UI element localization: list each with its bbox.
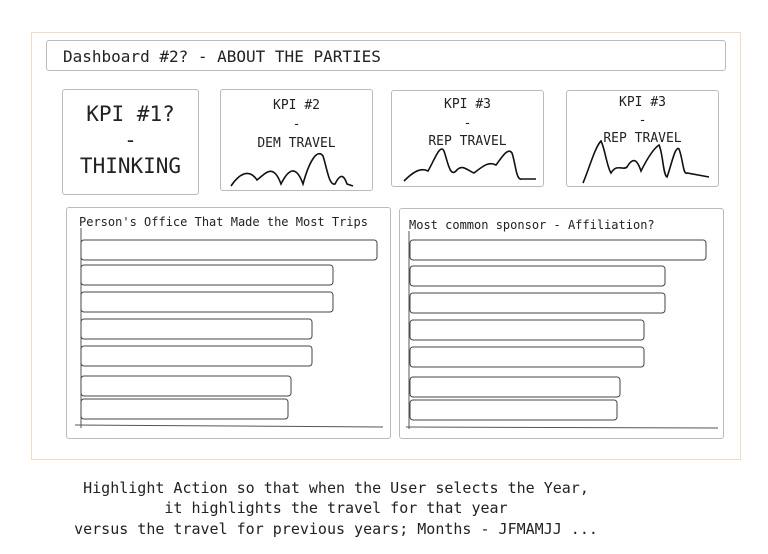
panel-1-bar-3	[81, 292, 333, 312]
panel-2-title: Most common sponsor - Affiliation?	[409, 218, 655, 232]
kpi-3-line-2: -	[463, 116, 472, 131]
kpi-1-card	[62, 89, 199, 195]
panel-1	[66, 207, 391, 439]
panel-2-bar-6	[410, 377, 620, 397]
note-line-1: Highlight Action so that when the User selects the Year,	[83, 479, 589, 497]
panel-1-bar-1	[81, 240, 377, 260]
kpi-2-line-3: DEM TRAVEL	[257, 136, 336, 151]
kpi-3-card	[391, 90, 544, 187]
panel-1-bar-2	[81, 265, 333, 285]
panel-2-bar-5	[410, 347, 644, 367]
panel-1-bar-6	[81, 376, 291, 396]
kpi-4-card	[566, 90, 719, 187]
panel-2-bar-4	[410, 320, 644, 340]
kpi-3-line-1: KPI #3	[444, 97, 491, 112]
kpi-4-line-1: KPI #3	[619, 95, 666, 110]
kpi-2-line-1: KPI #2	[273, 98, 320, 113]
panel-2	[399, 208, 724, 439]
panel-1-bar-4	[81, 319, 312, 339]
panel-1-chart	[67, 208, 392, 440]
kpi-2-card	[220, 89, 373, 191]
panel-1-title: Person's Office That Made the Most Trips	[79, 215, 368, 229]
kpi-1-line-2: -	[124, 128, 137, 152]
kpi-3-line-3: REP TRAVEL	[428, 134, 507, 149]
kpi-4-line-3: REP TRAVEL	[603, 131, 682, 146]
kpi-1-line-3: THINKING	[79, 154, 182, 178]
panel-2-bar-3	[410, 293, 665, 313]
note-line-3: versus the travel for previous years; Months - JFMAMJJ ...	[74, 520, 598, 538]
panel-1-bar-5	[81, 346, 312, 366]
panel-2-chart	[400, 209, 725, 440]
panel-2-bar-1	[410, 240, 706, 260]
note-line-2: it highlights the travel for that year	[164, 499, 508, 517]
kpi-2-line-2: -	[292, 117, 301, 132]
dashboard-title: Dashboard #2? - ABOUT THE PARTIES	[46, 40, 726, 71]
panel-2-bar-2	[410, 266, 665, 286]
panel-2-bar-7	[410, 400, 617, 420]
kpi-1-line-1: KPI #1?	[86, 102, 175, 126]
panel-1-bar-7	[81, 399, 288, 419]
kpi-4-line-2: -	[638, 113, 647, 128]
